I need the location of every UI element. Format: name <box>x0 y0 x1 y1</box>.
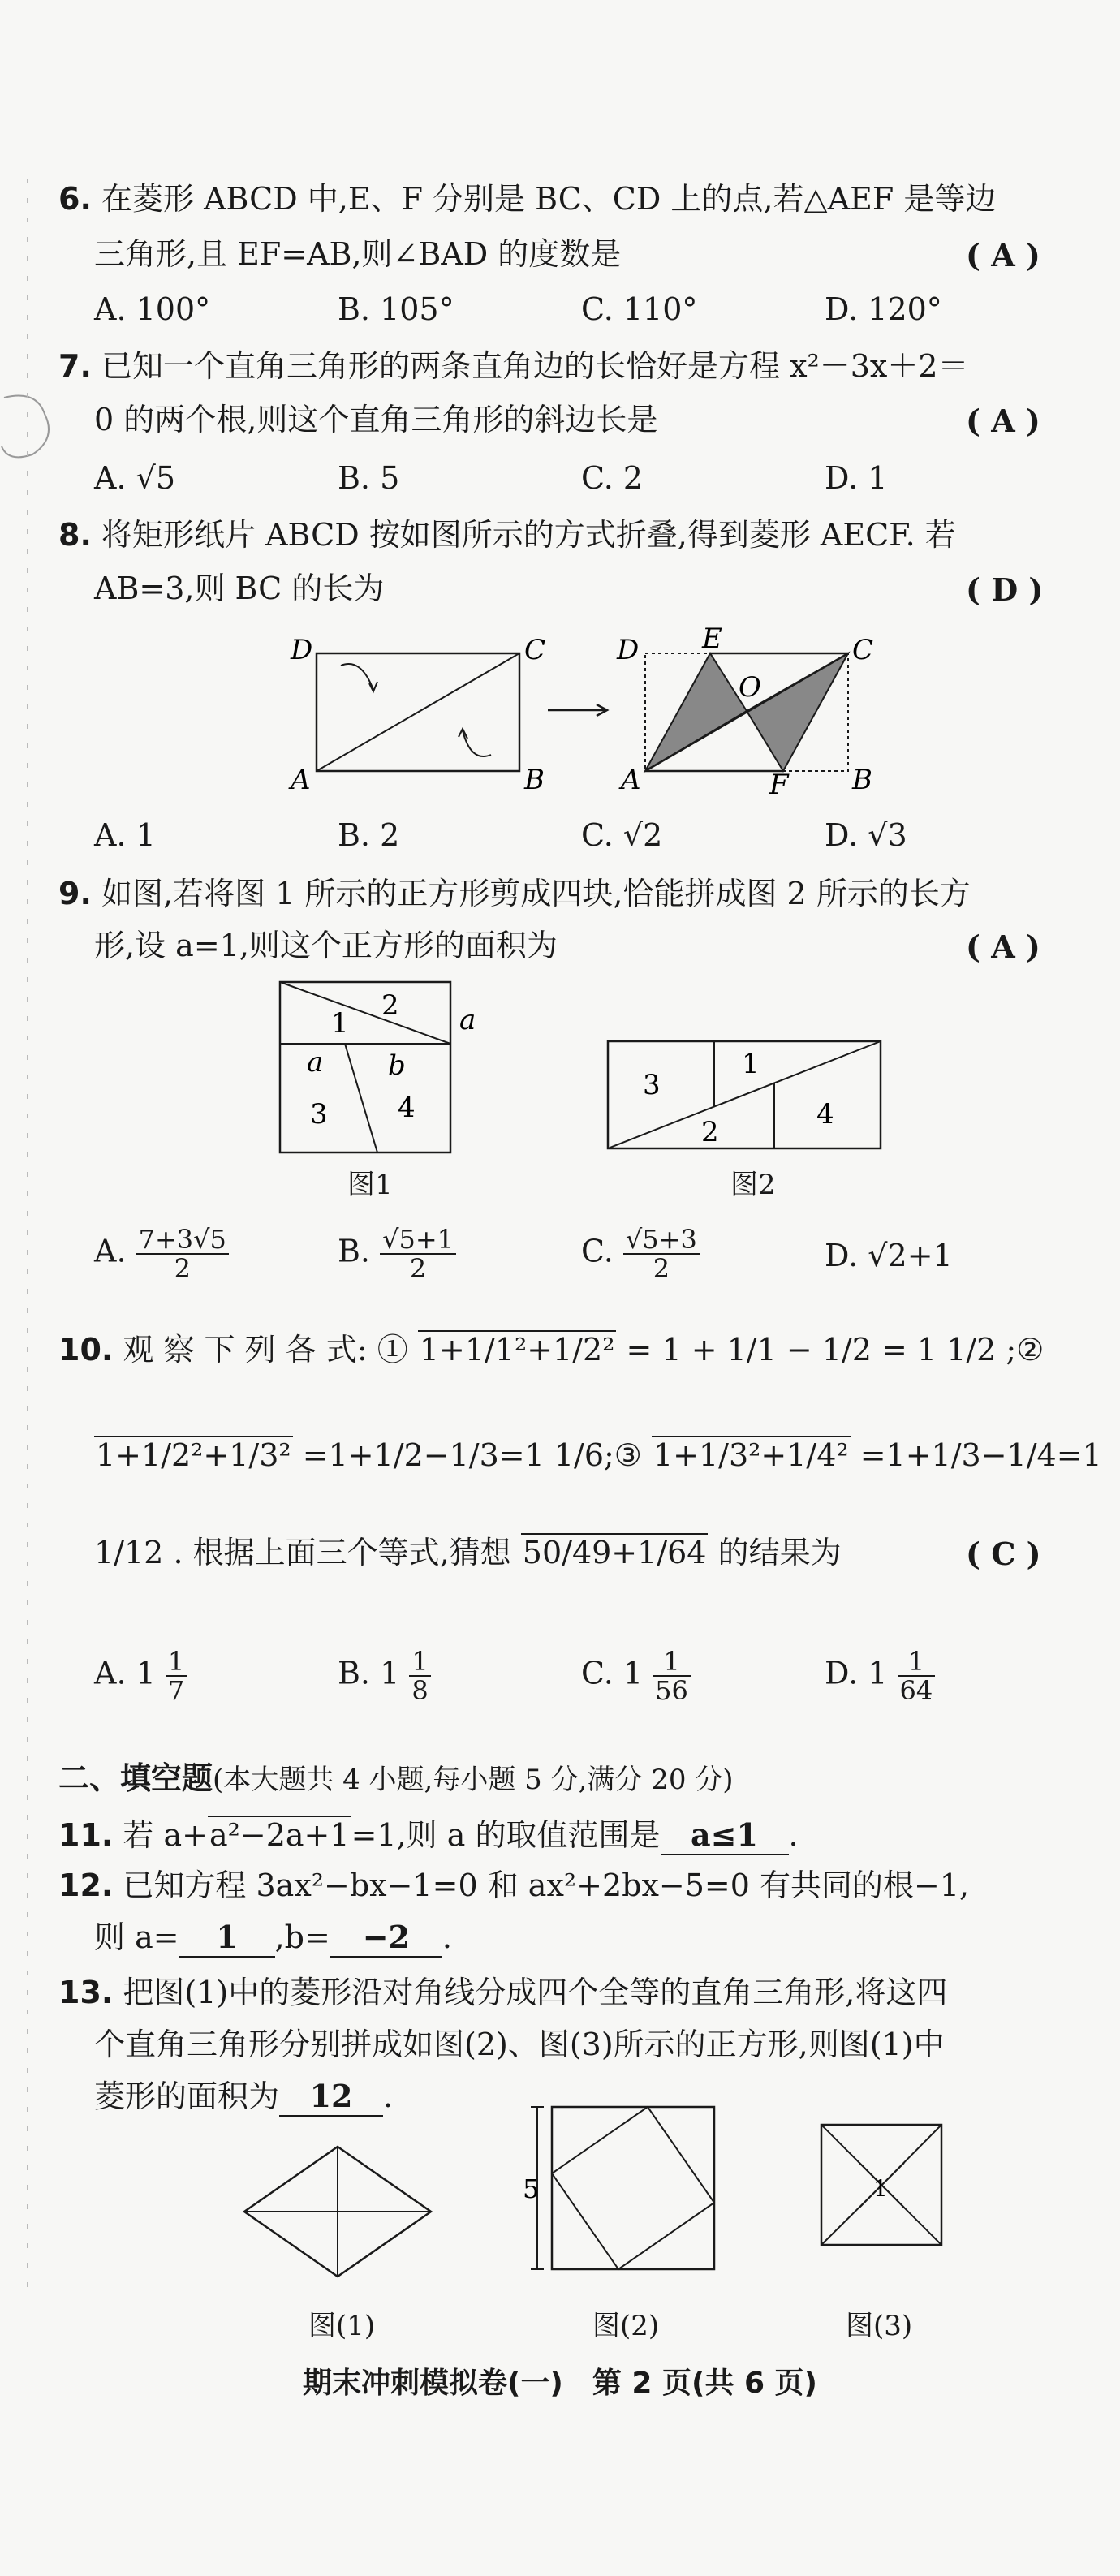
q12-text-line1: 已知方程 3ax²−bx−1=0 和 ax²+2bx−5=0 有共同的根−1, <box>123 1867 970 1903</box>
q9-f2-piece2: 2 <box>701 1116 719 1148</box>
q7-option-d: D. 1 <box>825 460 888 496</box>
q10-number: 10. <box>58 1332 114 1368</box>
q8-label-c2: C <box>852 634 874 666</box>
q7-line1 <box>58 347 969 385</box>
q10-eq1-radical: 1+1/1²+1/2² <box>419 1332 615 1368</box>
q10-option-d <box>825 1648 935 1704</box>
q9-option-d <box>825 1237 953 1274</box>
q10-option-d-prefix: D. 1 <box>825 1655 888 1691</box>
q6-line1 <box>58 180 996 218</box>
q10-eq2-radical: 1+1/2²+1/3² <box>96 1437 291 1473</box>
q10-option-a <box>94 1648 187 1704</box>
q8-answer: ( D ) <box>966 571 1044 608</box>
q12-line2 <box>94 1919 452 1958</box>
q8-option-b: B. 2 <box>338 817 400 853</box>
q13-fill-answer: 12 <box>279 2078 383 2117</box>
q10-intro: 观 察 下 列 各 式: ① <box>123 1332 408 1368</box>
q9-option-c-prefix: C. <box>581 1233 614 1269</box>
q8-label-a1: A <box>291 764 311 796</box>
q7-text-line1: 已知一个直角三角形的两条直角边的长恰好是方程 x²－3x＋2＝ <box>101 348 969 384</box>
q9-f1-piece1: 1 <box>331 1007 349 1040</box>
q10-line3 <box>94 1534 842 1571</box>
q6-option-c: C. 110° <box>581 291 698 327</box>
q8-rect-right <box>616 622 873 801</box>
q9-option-c-fraction: $\frac{√5+3}{2}$ <box>623 1226 700 1282</box>
q11-number: 11. <box>58 1817 114 1853</box>
q9-option-d-value: √2+1 <box>868 1238 953 1273</box>
q8-option-d: D. √3 <box>825 817 907 853</box>
q9-option-d-prefix: D. <box>825 1238 859 1273</box>
q7-answer: ( A ) <box>966 403 1040 439</box>
q10-eq2: =1+1/2−1/3=1 1/6;③ <box>302 1437 642 1473</box>
section2-note: (本大题共 4 小题,每小题 5 分,满分 20 分) <box>213 1764 734 1796</box>
q11-pre: 若 a+ <box>123 1817 208 1853</box>
q6-text-line1: 在菱形 ABCD 中,E、F 分别是 BC、CD 上的点,若△AEF 是等边 <box>101 181 997 217</box>
page-footer: 期末冲刺模拟卷(一) 第 2 页(共 6 页) <box>302 2367 818 2400</box>
q8-arrow-icon <box>548 704 607 716</box>
q13-figure2-square <box>523 2100 722 2303</box>
section2-header <box>58 1760 734 1798</box>
q10-option-d-fraction: $\frac{1}{64}$ <box>898 1648 936 1704</box>
q7-option-b: B. 5 <box>338 460 400 496</box>
q10-line1 <box>58 1331 1044 1368</box>
q9-option-b-fraction: $\frac{√5+1}{2}$ <box>380 1226 456 1282</box>
q10-option-a-fraction: $\frac{1}{7}$ <box>166 1648 187 1704</box>
q8-label-e: E <box>702 622 722 655</box>
q10-eq1-tail: = 1 + 1/1 − 1/2 = 1 1/2 ;② <box>626 1332 1045 1368</box>
q11-line <box>58 1816 799 1855</box>
q9-f2-piece3: 3 <box>643 1069 661 1101</box>
q13-caption3: 图(3) <box>846 2310 913 2342</box>
q9-text-line1: 如图,若将图 1 所示的正方形剪成四块,恰能拼成图 2 所示的长方 <box>101 876 971 911</box>
q10-eq3-radical: 1+1/3²+1/4² <box>653 1437 849 1473</box>
q10-answer: ( C ) <box>966 1536 1041 1572</box>
q10-option-a-prefix: A. 1 <box>94 1655 156 1691</box>
q8-label-d1: D <box>291 634 313 666</box>
q13-figure3-square <box>815 2118 953 2256</box>
q11-end: . <box>788 1817 799 1853</box>
q9-figure2 <box>604 1037 896 1167</box>
q13-number: 13. <box>58 1975 114 2010</box>
q10-option-b-fraction: $\frac{1}{8}$ <box>409 1648 430 1704</box>
q12-pre-b: ,b= <box>274 1919 330 1955</box>
q10-option-b-prefix: B. 1 <box>338 1655 400 1691</box>
q9-number: 9. <box>58 876 92 911</box>
q12-fill-b: −2 <box>330 1919 442 1958</box>
q9-option-a-prefix: A. <box>94 1233 127 1269</box>
q9-option-b-prefix: B. <box>338 1233 371 1269</box>
q10-line2 <box>94 1437 1102 1474</box>
q8-option-c: C. √2 <box>581 817 663 853</box>
q10-eq3: =1+1/3−1/4=1 <box>859 1437 1102 1473</box>
q13-line3 <box>94 2078 393 2117</box>
q9-f1-label-a-right: a <box>459 1004 476 1036</box>
q9-fig1-caption: 图1 <box>347 1169 393 1201</box>
q12-end: . <box>442 1919 452 1955</box>
q9-f1-label-a-mid: a <box>307 1046 324 1079</box>
q8-label-d2: D <box>617 634 640 666</box>
q13-caption2: 图(2) <box>592 2310 660 2342</box>
q7-number: 7. <box>58 348 92 384</box>
q9-text-line2: 形,设 a=1,则这个正方形的面积为 <box>94 928 558 963</box>
q10-line3-end: 的结果为 <box>717 1535 842 1570</box>
q9-option-b <box>338 1226 456 1282</box>
q9-fig2-caption: 图2 <box>730 1169 776 1201</box>
q10-option-b <box>338 1648 431 1704</box>
q9-option-c <box>581 1226 700 1282</box>
q6-option-a: A. 100° <box>94 291 211 327</box>
q8-label-b1: B <box>524 764 545 796</box>
q8-rect-left <box>288 634 545 796</box>
q13-f2-side-label: 5 <box>523 2173 540 2204</box>
q9-option-a <box>94 1226 229 1282</box>
q6-number: 6. <box>58 181 92 217</box>
q9-f1-piece3: 3 <box>310 1098 328 1131</box>
q8-option-a: A. 1 <box>94 817 156 853</box>
q12-number: 12. <box>58 1867 114 1903</box>
q13-line1 <box>58 1974 947 2011</box>
q9-f1-label-b-mid: b <box>388 1049 406 1082</box>
q8-figure <box>284 622 933 801</box>
q13-text-line1: 把图(1)中的菱形沿对角线分成四个全等的直角三角形,将这四 <box>123 1975 948 2010</box>
q10-option-c-fraction: $\frac{1}{56}$ <box>653 1648 691 1704</box>
section2-title: 二、填空题 <box>58 1760 213 1796</box>
q10-guess-radical: 50/49+1/64 <box>522 1535 707 1570</box>
q13-f3-inner-label: 1 <box>873 2175 888 2202</box>
q8-number: 8. <box>58 517 92 553</box>
q6-text-line2: 三角形,且 EF=AB,则∠BAD 的度数是 <box>94 236 622 272</box>
q12-line1 <box>58 1867 969 1904</box>
q9-f1-piece2: 2 <box>381 989 399 1022</box>
q13-end: . <box>383 2078 394 2114</box>
q10-option-c <box>581 1648 691 1704</box>
q9-f1-piece4: 4 <box>398 1092 416 1124</box>
q13-figure1-rhombus <box>240 2143 443 2289</box>
q7-text-line2: 0 的两个根,则这个直角三角形的斜边长是 <box>94 402 658 437</box>
q8-line1 <box>58 516 956 554</box>
q10-option-c-prefix: C. 1 <box>581 1655 644 1691</box>
margin-line <box>24 179 32 2289</box>
q11-radical: a²−2a+1 <box>209 1817 350 1853</box>
q8-text-line1: 将矩形纸片 ABCD 按如图所示的方式折叠,得到菱形 AECF. 若 <box>101 517 956 553</box>
q12-fill-a: 1 <box>179 1919 275 1958</box>
q10-line3-tail: . 根据上面三个等式,猜想 <box>173 1535 511 1570</box>
q13-caption1: 图(1) <box>308 2310 376 2342</box>
q9-line1 <box>58 875 971 912</box>
q8-label-f: F <box>769 769 789 801</box>
q8-text-line2: AB=3,则 BC 的长为 <box>94 571 385 606</box>
q8-label-b2: B <box>852 764 872 796</box>
q13-pre: 菱形的面积为 <box>94 2078 280 2114</box>
q9-option-a-fraction: $\frac{7+3√5}{2}$ <box>136 1226 229 1282</box>
q6-answer: ( A ) <box>966 237 1040 274</box>
q8-label-c1: C <box>524 634 546 666</box>
q11-mid: =1,则 a 的取值范围是 <box>351 1817 661 1853</box>
q8-label-o: O <box>739 671 761 704</box>
q7-option-a: A. √5 <box>94 460 175 496</box>
q9-f2-piece1: 1 <box>742 1048 760 1080</box>
q10-frac-1-12: 1/12 <box>94 1535 164 1570</box>
q7-option-c: C. 2 <box>581 460 644 496</box>
q11-fill-answer: a≤1 <box>661 1816 789 1855</box>
q13-text-line2: 个直角三角形分别拼成如图(2)、图(3)所示的正方形,则图(1)中 <box>94 2027 945 2062</box>
q9-f2-piece4: 4 <box>816 1098 834 1131</box>
q6-option-d: D. 120° <box>825 291 942 327</box>
q6-option-b: B. 105° <box>338 291 454 327</box>
q9-answer: ( A ) <box>966 928 1040 965</box>
q8-label-a2: A <box>621 764 641 796</box>
q9-figure1 <box>276 974 519 1193</box>
q12-pre-a: 则 a= <box>94 1919 179 1955</box>
